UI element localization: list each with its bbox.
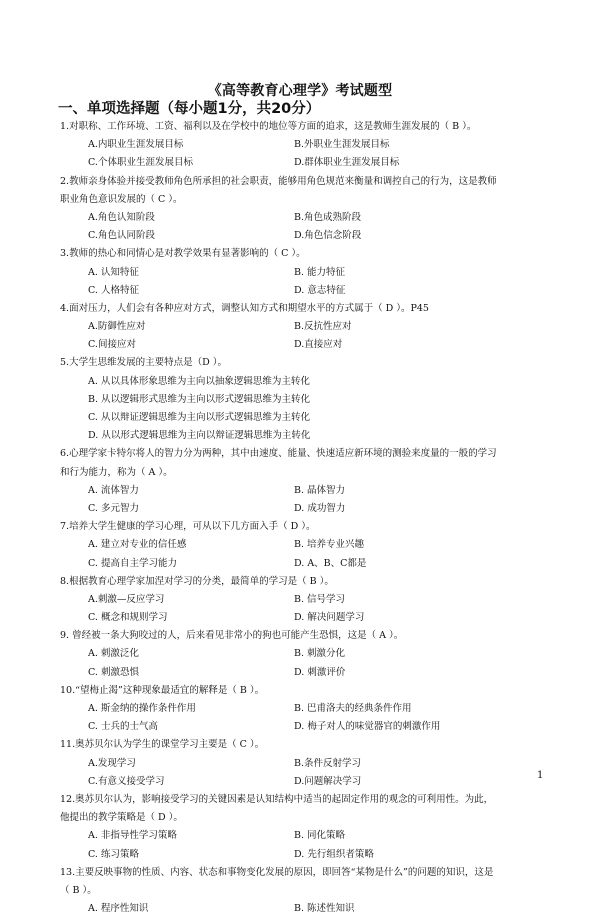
answer-option: D.群体职业生涯发展目标 xyxy=(294,157,400,169)
option-row xyxy=(60,700,560,718)
question-item xyxy=(60,518,560,573)
answer-option: C.有意义接受学习 xyxy=(88,775,165,787)
question-item xyxy=(60,173,560,246)
section-heading: 一、单项选择题（每小题1分，共20分） xyxy=(58,101,321,117)
question-stem: 6.心理学家卡特尔将人的智力分为两种，其中由速度、能量、快速适应新环境的测验来度量的一般的学习 xyxy=(60,448,497,460)
answer-option: B. 刺激分化 xyxy=(294,648,346,660)
answer-option: D.角色信念阶段 xyxy=(294,230,362,242)
option-row xyxy=(60,336,560,354)
answer-option: C. 多元智力 xyxy=(88,502,139,514)
option-row xyxy=(60,318,560,336)
answer-option: D. 从以形式逻辑思维为主向以辩证逻辑思维为主转化 xyxy=(88,430,311,442)
answer-option: B.反抗性应对 xyxy=(294,321,352,333)
question-stem: 4.面对压力，人们会有各种应对方式，调整认知方式和期望水平的方式属于（ D ）。P45 xyxy=(60,302,429,314)
answer-option: B. 能力特征 xyxy=(294,266,346,278)
answer-option: A. 流体智力 xyxy=(88,484,139,496)
answer-option: D. 先行组织者策略 xyxy=(294,848,374,860)
option-row xyxy=(60,645,560,663)
option-row xyxy=(60,900,560,918)
option-row xyxy=(60,264,560,282)
question-item xyxy=(60,791,560,864)
answer-option: C. 提高自主学习能力 xyxy=(88,557,177,569)
answer-option: C. 概念和规则学习 xyxy=(88,612,168,624)
answer-option: A. 建立对专业的信任感 xyxy=(88,539,187,551)
answer-option: B.条件反射学习 xyxy=(294,757,362,769)
answer-option: D. 刺激评价 xyxy=(294,666,346,678)
option-row xyxy=(60,846,560,864)
option-row xyxy=(60,827,560,845)
answer-option: A.防御性应对 xyxy=(88,321,146,333)
option-row xyxy=(60,209,560,227)
answer-option: A. 斯金纳的操作条件作用 xyxy=(88,703,196,714)
answer-option: B. 巴甫洛夫的经典条件作用 xyxy=(294,703,412,714)
question-stem: 7.培养大学生健康的学习心理，可从以下几方面入手（ D ）。 xyxy=(60,521,316,533)
answer-option: C. 刺激恐惧 xyxy=(88,666,139,678)
question-list xyxy=(60,118,560,918)
question-item xyxy=(60,245,560,300)
option-row xyxy=(60,500,560,518)
answer-option: C.间接应对 xyxy=(88,339,136,351)
answer-option: B. 陈述性知识 xyxy=(294,903,355,915)
answer-option: D. 解决问题学习 xyxy=(294,612,365,624)
option-row xyxy=(60,718,560,736)
answer-option: A. 程序性知识 xyxy=(88,903,149,915)
answer-option: C. 练习策略 xyxy=(88,848,139,860)
question-item xyxy=(60,736,560,791)
question-stem: 12.奥苏贝尔认为，影响接受学习的关键因素是认知结构中适当的起固定作用的观念的可利用性。为此， xyxy=(60,793,494,805)
answer-option: C. 从以辩证逻辑思维为主向以形式逻辑思维为主转化 xyxy=(88,412,310,423)
option-row xyxy=(60,591,560,609)
option-row xyxy=(60,482,560,500)
answer-option: A.角色认知阶段 xyxy=(88,211,155,223)
answer-option: B. 晶体智力 xyxy=(294,484,346,496)
question-stem: 8.根据教育心理学家加涅对学习的分类，最简单的学习是（ B ）。 xyxy=(60,575,334,587)
answer-option: D.问题解决学习 xyxy=(294,775,362,787)
option-row xyxy=(60,136,560,154)
option-row xyxy=(60,282,560,300)
answer-option: A. 认知特征 xyxy=(88,266,139,278)
answer-option: C.个体职业生涯发展目标 xyxy=(88,157,193,169)
question-stem: 11.奥苏贝尔认为学生的课堂学习主要是（ C ）。 xyxy=(60,739,265,751)
page-number: 1 xyxy=(537,770,544,781)
option-row xyxy=(60,227,560,245)
answer-option: D.直接应对 xyxy=(294,339,343,351)
answer-option: B. 从以逻辑形式思维为主向以形式逻辑思维为主转化 xyxy=(88,393,311,405)
answer-option: D. 梅子对人的味觉器官的刺激作用 xyxy=(294,721,441,733)
option-row xyxy=(60,773,560,791)
question-item xyxy=(60,118,560,173)
answer-option: B.角色成熟阶段 xyxy=(294,211,362,223)
answer-option: A.刺激—反应学习 xyxy=(88,593,165,605)
question-stem: 13.主要反映事物的性质、内容、状态和事物变化发展的原因，即回答“某物是什么”的问题的知识，这是 xyxy=(60,866,494,878)
question-item xyxy=(60,864,560,918)
question-stem: 10.“望梅止渴”这种现象最适宜的解释是（ B ）。 xyxy=(60,684,265,696)
question-stem: 1.对职称、工作环境、工资、福利以及在学校中的地位等方面的追求，这是教师生涯发展的（ B ）。 xyxy=(60,121,477,132)
option-row xyxy=(60,609,560,627)
document-title: 《高等教育心理学》考试题型 xyxy=(207,83,393,99)
option-row xyxy=(60,664,560,682)
option-row xyxy=(60,536,560,554)
option-row xyxy=(60,755,560,773)
answer-option: B.外职业生涯发展目标 xyxy=(294,139,390,151)
question-stem: 和行为能力，称为（ A ）。 xyxy=(60,466,173,478)
option-row xyxy=(60,154,560,172)
answer-option: A. 刺激泛化 xyxy=(88,648,139,660)
answer-option: A.内职业生涯发展目标 xyxy=(88,139,184,151)
answer-option: A. 非指导性学习策略 xyxy=(88,830,177,842)
question-stem: 2.教师亲身体验并接受教师角色所承担的社会职责，能够用角色规范来衡量和调控自己的行为，这是教师 xyxy=(60,175,497,187)
answer-option: C. 人格特征 xyxy=(88,284,139,296)
question-stem: 9. 曾经被一条大狗咬过的人，后来看见非常小的狗也可能产生恐惧，这是（ A ）。 xyxy=(60,630,404,642)
question-stem: 他提出的教学策略是（ D ）。 xyxy=(60,812,183,824)
question-stem: 职业角色意识发展的（ C ）。 xyxy=(60,193,183,205)
question-stem: 5.大学生思维发展的主要特点是（D ）。 xyxy=(60,357,227,369)
question-item xyxy=(60,445,560,518)
question-stem: 3.教师的热心和同情心是对教学效果有显著影响的（ C ）。 xyxy=(60,248,306,260)
answer-option: A.发现学习 xyxy=(88,757,136,769)
answer-option: B. 信号学习 xyxy=(294,593,346,605)
question-item xyxy=(60,300,560,355)
answer-option: D. 意志特征 xyxy=(294,284,346,296)
answer-option: B. 培养专业兴趣 xyxy=(294,539,365,551)
answer-option: C. 士兵的士气高 xyxy=(88,721,158,733)
option-row xyxy=(60,555,560,573)
question-item xyxy=(60,627,560,682)
question-item xyxy=(60,573,560,628)
answer-option: C.角色认同阶段 xyxy=(88,230,155,242)
answer-option: D. 成功智力 xyxy=(294,502,346,514)
answer-option: A. 从以具体形象思维为主向以抽象逻辑思维为主转化 xyxy=(88,375,310,387)
answer-option: D. A、B、C都是 xyxy=(294,557,367,569)
question-item xyxy=(60,354,560,445)
question-item xyxy=(60,682,560,737)
question-stem: （ B ）。 xyxy=(60,884,97,896)
answer-option: B. 同化策略 xyxy=(294,830,346,842)
